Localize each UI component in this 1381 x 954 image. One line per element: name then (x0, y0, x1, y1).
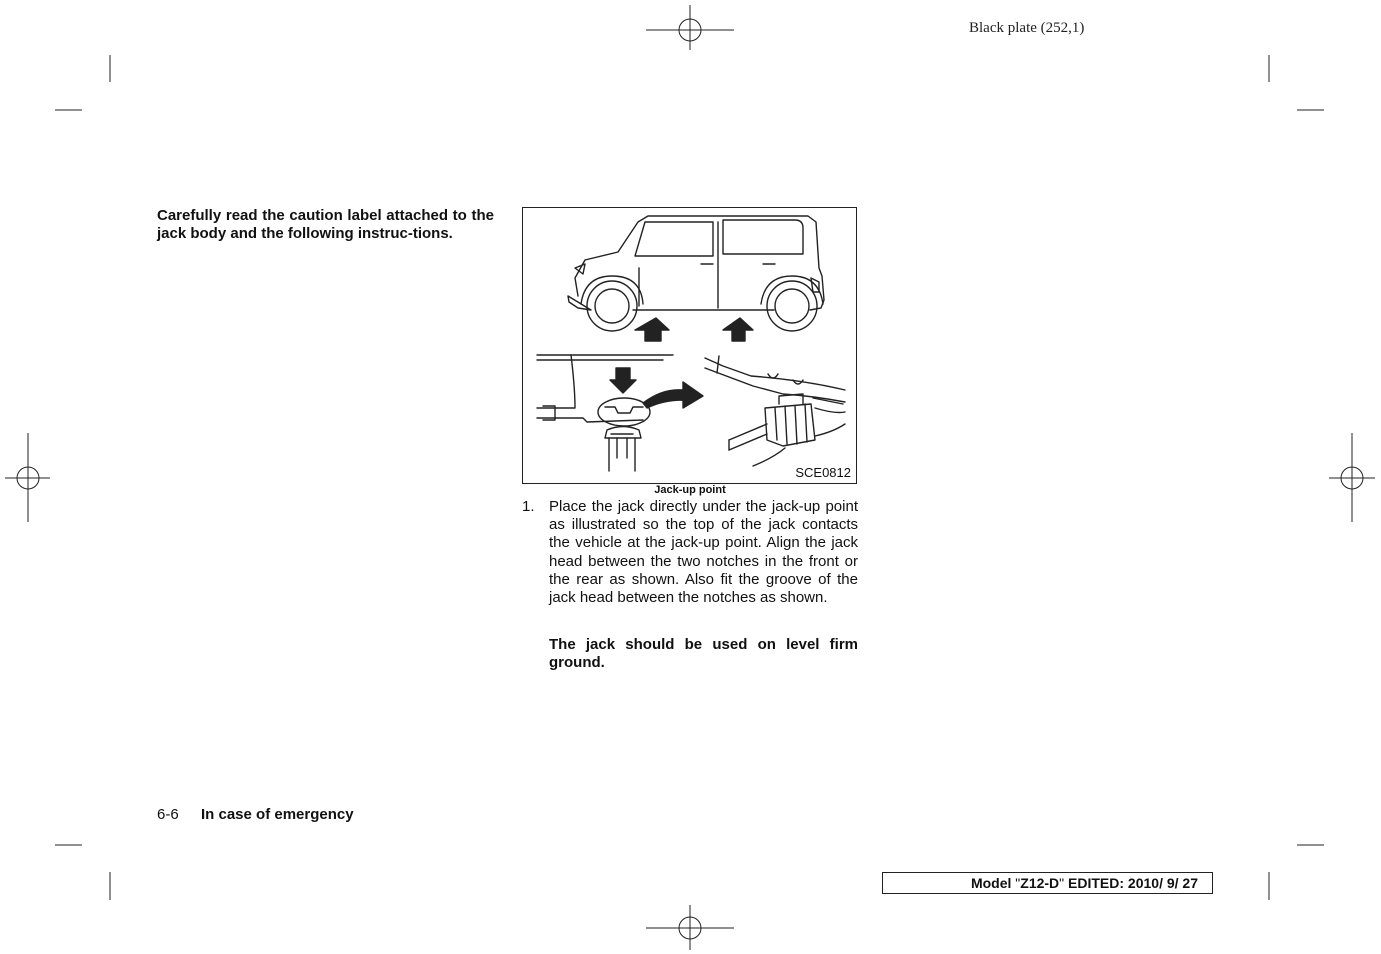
jack-head (605, 427, 641, 439)
step-number: 1. (522, 498, 535, 515)
jack-point-arrow-rear (723, 318, 753, 341)
model-label: Model (970, 875, 1016, 891)
jack-point-arrow-front (635, 318, 669, 341)
model-stamp (882, 872, 1213, 894)
model-close-quote: " (1059, 875, 1065, 891)
step-1 (522, 498, 858, 607)
edited-date: EDITED: 2010/ 9/ 27 (1064, 875, 1198, 891)
figure-code: SCE0812 (795, 465, 851, 480)
jack-up-illustration (523, 208, 856, 483)
step-text: Place the jack directly under the jack-up point as illustrated so the top of the jack contacts the vehicle at the jack-up point. Align the jack head between the two notches in the front or the rear as shown. Also fit the groove of the jack head between the notches as shown. (549, 498, 858, 607)
figure-box (522, 207, 857, 484)
jack-point-ellipse (598, 398, 650, 426)
figure-caption: Jack-up point (654, 484, 726, 496)
down-arrow (610, 368, 636, 393)
intro-text: Carefully read the caution label attached to the jack body and the following instruc-tions. (157, 207, 494, 242)
car-window-rear (723, 220, 803, 254)
car-window-front (635, 222, 713, 256)
plate-label: Black plate (252,1) (969, 20, 1085, 36)
car-body (568, 216, 824, 310)
model-open-quote: " (1015, 875, 1021, 891)
section-title: In case of emergency (201, 806, 354, 823)
curved-arrow (643, 382, 703, 408)
page-number: 6-6 (157, 806, 179, 823)
model-code: Z12-D (1020, 875, 1060, 891)
warning-note: The jack should be used on level firm ground. (549, 636, 858, 671)
